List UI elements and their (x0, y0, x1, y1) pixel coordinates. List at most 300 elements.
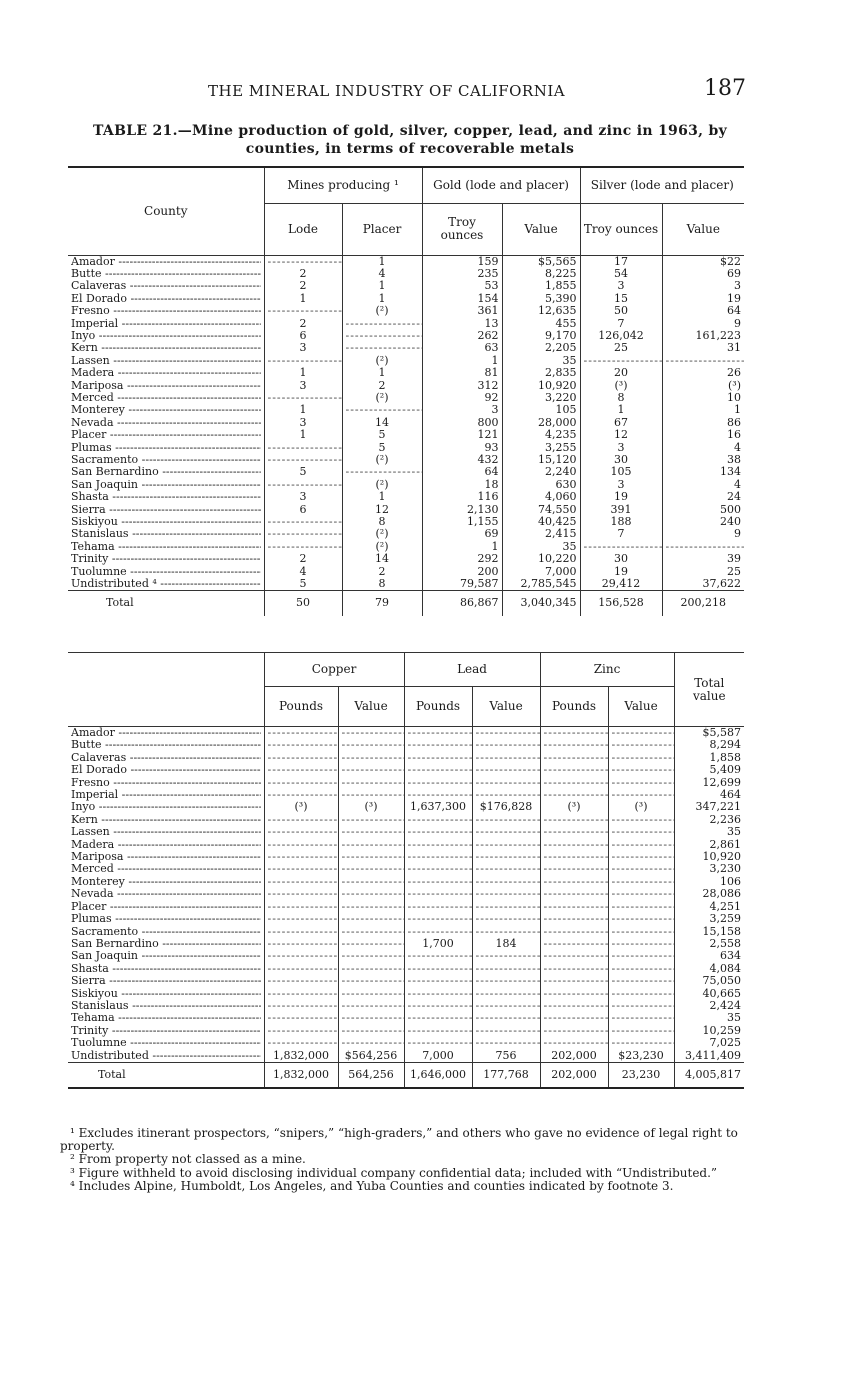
lead-header: Lead (404, 653, 540, 687)
cu-lb-cell (264, 1037, 338, 1049)
county-name (68, 392, 264, 404)
gold-value-cell: 4,235 (502, 429, 580, 441)
zn-val-cell (608, 739, 674, 751)
cu-val-cell (338, 739, 404, 751)
pb-val-cell (472, 1012, 540, 1024)
table-row (68, 926, 744, 938)
placer-cell: 1 (342, 367, 422, 379)
silver-value-cell: 4 (662, 442, 744, 454)
pb-val-cell (472, 1025, 540, 1037)
lode-cell (264, 442, 342, 454)
pb-val-cell: 184 (472, 938, 540, 950)
cu-lb-cell (264, 963, 338, 975)
silver-oz-cell: 188 (580, 516, 662, 528)
silver-troy-oz-header: Troy ounces (580, 203, 662, 255)
silver-value-cell: 25 (662, 566, 744, 578)
placer-cell: (²) (342, 305, 422, 317)
silver-oz-cell: (³) (580, 380, 662, 392)
pb-lb-cell (404, 1037, 472, 1049)
cu-lb-cell (264, 975, 338, 987)
gold-oz-cell: 93 (422, 442, 502, 454)
silver-oz-cell: 391 (580, 504, 662, 516)
gold-oz-cell: 432 (422, 454, 502, 466)
gold-oz-cell: 1 (422, 541, 502, 553)
county-name (68, 839, 264, 851)
county-name (68, 255, 264, 268)
gold-value-cell: 105 (502, 404, 580, 416)
lode-cell: 2 (264, 268, 342, 280)
county-name (68, 380, 264, 392)
gold-oz-cell: 69 (422, 528, 502, 540)
zinc-pounds-header: Pounds (540, 687, 608, 727)
total-value-cell: 2,558 (674, 938, 744, 950)
county-name (68, 988, 264, 1000)
pb-val-cell (472, 1000, 540, 1012)
county-name (68, 913, 264, 925)
zn-val-cell (608, 839, 674, 851)
gold-oz-cell: 312 (422, 380, 502, 392)
silver-value-cell: 69 (662, 268, 744, 280)
county-label: Merced ----- (71, 863, 261, 875)
county-name (68, 466, 264, 478)
zn-lb-cell (540, 901, 608, 913)
total-value-cell: 35 (674, 1012, 744, 1024)
gold-oz-cell: 3 (422, 404, 502, 416)
county-label: Sacramento ----- (71, 454, 261, 466)
silver-value-cell: 10 (662, 392, 744, 404)
pb-lb-cell (404, 963, 472, 975)
county-label: San Joaquin ----- (71, 950, 261, 962)
lode-cell (264, 516, 342, 528)
placer-cell: 1 (342, 491, 422, 503)
zn-lb-cell: 202,000 (540, 1050, 608, 1063)
table-row (68, 988, 744, 1000)
total-lode: 50 (264, 591, 342, 616)
total-value-cell: 347,221 (674, 801, 744, 813)
cu-lb-cell (264, 938, 338, 950)
county-label: Imperial ----- (71, 318, 261, 330)
cu-lb-cell (264, 863, 338, 875)
total-value-header: Total value (674, 653, 744, 727)
silver-value-cell: 161,223 (662, 330, 744, 342)
county-label: Undistributed ----- (71, 1050, 261, 1062)
zn-lb-cell (540, 1000, 608, 1012)
table-row (68, 268, 744, 280)
cu-lb-cell (264, 1000, 338, 1012)
silver-value-cell: 31 (662, 342, 744, 354)
cu-lb-cell (264, 1012, 338, 1024)
lead-value-header: Value (472, 687, 540, 727)
lode-cell: 3 (264, 342, 342, 354)
silver-oz-cell: 3 (580, 479, 662, 491)
silver-oz-cell: 19 (580, 491, 662, 503)
silver-oz-cell: 50 (580, 305, 662, 317)
pb-val-cell (472, 851, 540, 863)
cu-lb-cell (264, 764, 338, 776)
county-label: El Dorado ----- (71, 293, 261, 305)
silver-value-cell: 19 (662, 293, 744, 305)
pb-lb-cell (404, 1025, 472, 1037)
table-row (68, 454, 744, 466)
county-label: San Joaquin ----- (71, 479, 261, 491)
zn-val-cell (608, 1000, 674, 1012)
pb-lb-cell (404, 851, 472, 863)
county-label: Madera ----- (71, 367, 261, 379)
gold-oz-cell: 154 (422, 293, 502, 305)
county-name (68, 404, 264, 416)
table-row (68, 330, 744, 342)
county-name (68, 975, 264, 987)
county-name (68, 516, 264, 528)
total-value-cell: 15,158 (674, 926, 744, 938)
silver-value-cell: 240 (662, 516, 744, 528)
zn-val-cell (608, 926, 674, 938)
table-row (68, 553, 744, 565)
county-name (68, 1025, 264, 1037)
silver-value-cell (662, 355, 744, 367)
zn-val-cell (608, 752, 674, 764)
zn-val-cell (608, 826, 674, 838)
silver-oz-cell: 29,412 (580, 578, 662, 591)
total-value-cell: 634 (674, 950, 744, 962)
total-value-cell: 75,050 (674, 975, 744, 987)
table-row (68, 528, 744, 540)
zn-lb-cell (540, 863, 608, 875)
pb-val-cell: 756 (472, 1050, 540, 1063)
gold-value-cell: 2,785,545 (502, 578, 580, 591)
county-label: Undistributed ⁴ ----- (71, 578, 261, 590)
zn-lb-cell (540, 777, 608, 789)
gold-header: Gold (lode and placer) (422, 167, 580, 203)
lode-cell (264, 255, 342, 268)
silver-oz-cell: 25 (580, 342, 662, 354)
cu-val-cell (338, 814, 404, 826)
table-caption (72, 122, 748, 158)
silver-value-cell: 38 (662, 454, 744, 466)
placer-cell: 2 (342, 380, 422, 392)
silver-value-cell: $22 (662, 255, 744, 268)
county-name (68, 491, 264, 503)
county-name (68, 553, 264, 565)
table-row (68, 442, 744, 454)
table-row (68, 466, 744, 478)
footnote-4: ⁴ Includes Alpine, Humboldt, Los Angeles, and Yuba Counties and counties indicated by footnote 3. (70, 1179, 674, 1193)
placer-cell: 14 (342, 553, 422, 565)
gold-value-cell: 40,425 (502, 516, 580, 528)
table-row (68, 318, 744, 330)
county-label: Stanislaus ----- (71, 528, 261, 540)
county-name (68, 454, 264, 466)
county-name (68, 528, 264, 540)
county-name (68, 901, 264, 913)
gold-value-cell: 2,240 (502, 466, 580, 478)
county-label: Siskiyou ----- (71, 988, 261, 1000)
total-value-cell: 28,086 (674, 888, 744, 900)
pb-lb-cell (404, 863, 472, 875)
county-label: Stanislaus ----- (71, 1000, 261, 1012)
cu-lb-cell (264, 913, 338, 925)
county-name (68, 305, 264, 317)
pb-val-cell (472, 876, 540, 888)
placer-cell: (²) (342, 479, 422, 491)
county-label: Amador ----- (71, 727, 261, 739)
zn-lb-cell (540, 876, 608, 888)
total-silver-value: 200,218 (662, 591, 744, 616)
county-label: Nevada ----- (71, 417, 261, 429)
lode-cell (264, 392, 342, 404)
table-row (68, 516, 744, 528)
zn-lb-cell (540, 1012, 608, 1024)
zn-lb-cell (540, 764, 608, 776)
cu-lb-cell (264, 988, 338, 1000)
county-name (68, 789, 264, 801)
gold-oz-cell: 121 (422, 429, 502, 441)
silver-value-cell: 37,622 (662, 578, 744, 591)
cu-lb-cell (264, 789, 338, 801)
total-value-cell: 35 (674, 826, 744, 838)
placer-cell: (²) (342, 392, 422, 404)
pb-val-cell (472, 863, 540, 875)
county-label: Tehama ----- (71, 541, 261, 553)
county-name (68, 293, 264, 305)
total-value-cell: 2,424 (674, 1000, 744, 1012)
cu-lb-cell (264, 752, 338, 764)
pb-val-cell (472, 913, 540, 925)
pb-lb-cell (404, 975, 472, 987)
silver-value-cell: 500 (662, 504, 744, 516)
pb-lb-cell (404, 1012, 472, 1024)
gold-oz-cell: 81 (422, 367, 502, 379)
silver-oz-cell: 12 (580, 429, 662, 441)
footnote-1: ¹ Excludes itinerant prospectors, “snipers,” “high-graders,” and others who gave no evidence of legal right to property. (60, 1126, 738, 1153)
zn-val-cell (608, 913, 674, 925)
table-row (68, 392, 744, 404)
gold-value-cell: 2,205 (502, 342, 580, 354)
silver-value-cell: 16 (662, 429, 744, 441)
total-zinc-lb: 202,000 (540, 1062, 608, 1088)
gold-value-cell: 3,255 (502, 442, 580, 454)
gold-oz-cell: 2,130 (422, 504, 502, 516)
county-label: Monterey ----- (71, 876, 261, 888)
cu-lb-cell (264, 727, 338, 740)
table-row (68, 293, 744, 305)
copper-pounds-header: Pounds (264, 687, 338, 727)
gold-value-cell: 15,120 (502, 454, 580, 466)
copper-value-header: Value (338, 687, 404, 727)
pb-lb-cell (404, 826, 472, 838)
footnotes (60, 1127, 740, 1194)
silver-value-header: Value (662, 203, 744, 255)
table-row (68, 1012, 744, 1024)
county-label: El Dorado ----- (71, 764, 261, 776)
lode-cell (264, 305, 342, 317)
county-name (68, 479, 264, 491)
silver-oz-cell: 30 (580, 553, 662, 565)
total-value-cell: 12,699 (674, 777, 744, 789)
placer-cell: 1 (342, 255, 422, 268)
county-label: Trinity ----- (71, 553, 261, 565)
cu-lb-cell (264, 888, 338, 900)
pb-lb-cell (404, 1000, 472, 1012)
table-row (68, 963, 744, 975)
cu-lb-cell (264, 839, 338, 851)
lead-pounds-header: Pounds (404, 687, 472, 727)
pb-val-cell (472, 826, 540, 838)
pb-lb-cell (404, 752, 472, 764)
pb-val-cell (472, 777, 540, 789)
table-row (68, 777, 744, 789)
table-row (68, 950, 744, 962)
zn-val-cell (608, 764, 674, 776)
cu-lb-cell (264, 826, 338, 838)
table-row (68, 1000, 744, 1012)
silver-value-cell (662, 541, 744, 553)
county-label: Shasta ----- (71, 491, 261, 503)
table-row (68, 814, 744, 826)
pb-val-cell (472, 888, 540, 900)
county-label: Kern ----- (71, 342, 261, 354)
county-name (68, 442, 264, 454)
zn-lb-cell (540, 727, 608, 740)
zn-val-cell (608, 950, 674, 962)
gold-value-cell: 2,835 (502, 367, 580, 379)
pb-val-cell (472, 988, 540, 1000)
total-row (68, 591, 744, 616)
table-row (68, 504, 744, 516)
table-row (68, 429, 744, 441)
county-label: Siskiyou ----- (71, 516, 261, 528)
cu-val-cell (338, 851, 404, 863)
silver-value-cell: 9 (662, 318, 744, 330)
total-value-cell: 4,084 (674, 963, 744, 975)
pb-lb-cell (404, 764, 472, 776)
zn-val-cell (608, 727, 674, 740)
zn-val-cell (608, 1025, 674, 1037)
county-name (68, 801, 264, 813)
county-label: Fresno ----- (71, 777, 261, 789)
gold-oz-cell: 116 (422, 491, 502, 503)
zn-lb-cell (540, 938, 608, 950)
silver-value-cell: 64 (662, 305, 744, 317)
table-row (68, 404, 744, 416)
table-row (68, 578, 744, 591)
zn-val-cell (608, 901, 674, 913)
county-label: Plumas ----- (71, 442, 261, 454)
zn-lb-cell (540, 789, 608, 801)
cu-val-cell: $564,256 (338, 1050, 404, 1063)
county-name (68, 814, 264, 826)
county-name (68, 330, 264, 342)
placer-cell: 2 (342, 566, 422, 578)
gold-oz-cell: 63 (422, 342, 502, 354)
cu-lb-cell (264, 739, 338, 751)
gold-oz-cell: 800 (422, 417, 502, 429)
zn-lb-cell (540, 1037, 608, 1049)
county-label: Butte ----- (71, 268, 261, 280)
county-label: Sierra ----- (71, 504, 261, 516)
zn-lb-cell (540, 826, 608, 838)
county-name (68, 752, 264, 764)
gold-oz-cell: 262 (422, 330, 502, 342)
cu-val-cell (338, 950, 404, 962)
table-row (68, 367, 744, 379)
county-label: Lassen ----- (71, 355, 261, 367)
zn-val-cell (608, 876, 674, 888)
cu-val-cell (338, 1025, 404, 1037)
table-row (68, 1050, 744, 1063)
cu-val-cell (338, 727, 404, 740)
pb-lb-cell (404, 814, 472, 826)
placer-cell: 5 (342, 442, 422, 454)
zinc-header: Zinc (540, 653, 674, 687)
pb-lb-cell (404, 950, 472, 962)
lode-cell: 1 (264, 367, 342, 379)
total-gold-value: 3,040,345 (502, 591, 580, 616)
county-label: San Bernardino ----- (71, 466, 261, 478)
cu-val-cell (338, 913, 404, 925)
placer-cell: (²) (342, 355, 422, 367)
silver-oz-cell: 15 (580, 293, 662, 305)
pb-val-cell (472, 789, 540, 801)
silver-value-cell: 86 (662, 417, 744, 429)
gold-value-cell: $5,565 (502, 255, 580, 268)
pb-val-cell (472, 839, 540, 851)
pb-lb-cell (404, 876, 472, 888)
table-row (68, 491, 744, 503)
total-value-cell: 10,259 (674, 1025, 744, 1037)
table-row (68, 255, 744, 268)
pb-lb-cell (404, 789, 472, 801)
gold-oz-cell: 53 (422, 280, 502, 292)
total-gold-oz: 86,867 (422, 591, 502, 616)
county-name (68, 863, 264, 875)
gold-value-cell: 10,220 (502, 553, 580, 565)
county-label: Trinity ----- (71, 1025, 261, 1037)
zn-val-cell (608, 1037, 674, 1049)
mines-producing-header: Mines producing ¹ (264, 167, 422, 203)
silver-value-cell: 26 (662, 367, 744, 379)
county-label: Butte ----- (71, 739, 261, 751)
cu-val-cell (338, 789, 404, 801)
lode-header: Lode (264, 203, 342, 255)
county-label: Plumas ----- (71, 913, 261, 925)
cu-lb-cell: 1,832,000 (264, 1050, 338, 1063)
county-name (68, 938, 264, 950)
pb-lb-cell (404, 727, 472, 740)
county-name (68, 1012, 264, 1024)
placer-cell: 8 (342, 516, 422, 528)
table-row (68, 863, 744, 875)
lode-cell: 5 (264, 578, 342, 591)
grand-total-value: 4,005,817 (674, 1062, 744, 1088)
zn-lb-cell (540, 975, 608, 987)
county-label: Shasta ----- (71, 963, 261, 975)
placer-cell: 8 (342, 578, 422, 591)
gold-value-cell: 630 (502, 479, 580, 491)
table-row (68, 541, 744, 553)
placer-cell (342, 342, 422, 354)
lode-cell: 2 (264, 280, 342, 292)
total-row (68, 1062, 744, 1088)
table-row (68, 851, 744, 863)
zn-lb-cell (540, 851, 608, 863)
pb-lb-cell (404, 988, 472, 1000)
table-copper-lead-zinc (68, 652, 744, 1089)
pb-val-cell (472, 764, 540, 776)
gold-oz-cell: 13 (422, 318, 502, 330)
cu-lb-cell (264, 777, 338, 789)
zn-lb-cell (540, 752, 608, 764)
